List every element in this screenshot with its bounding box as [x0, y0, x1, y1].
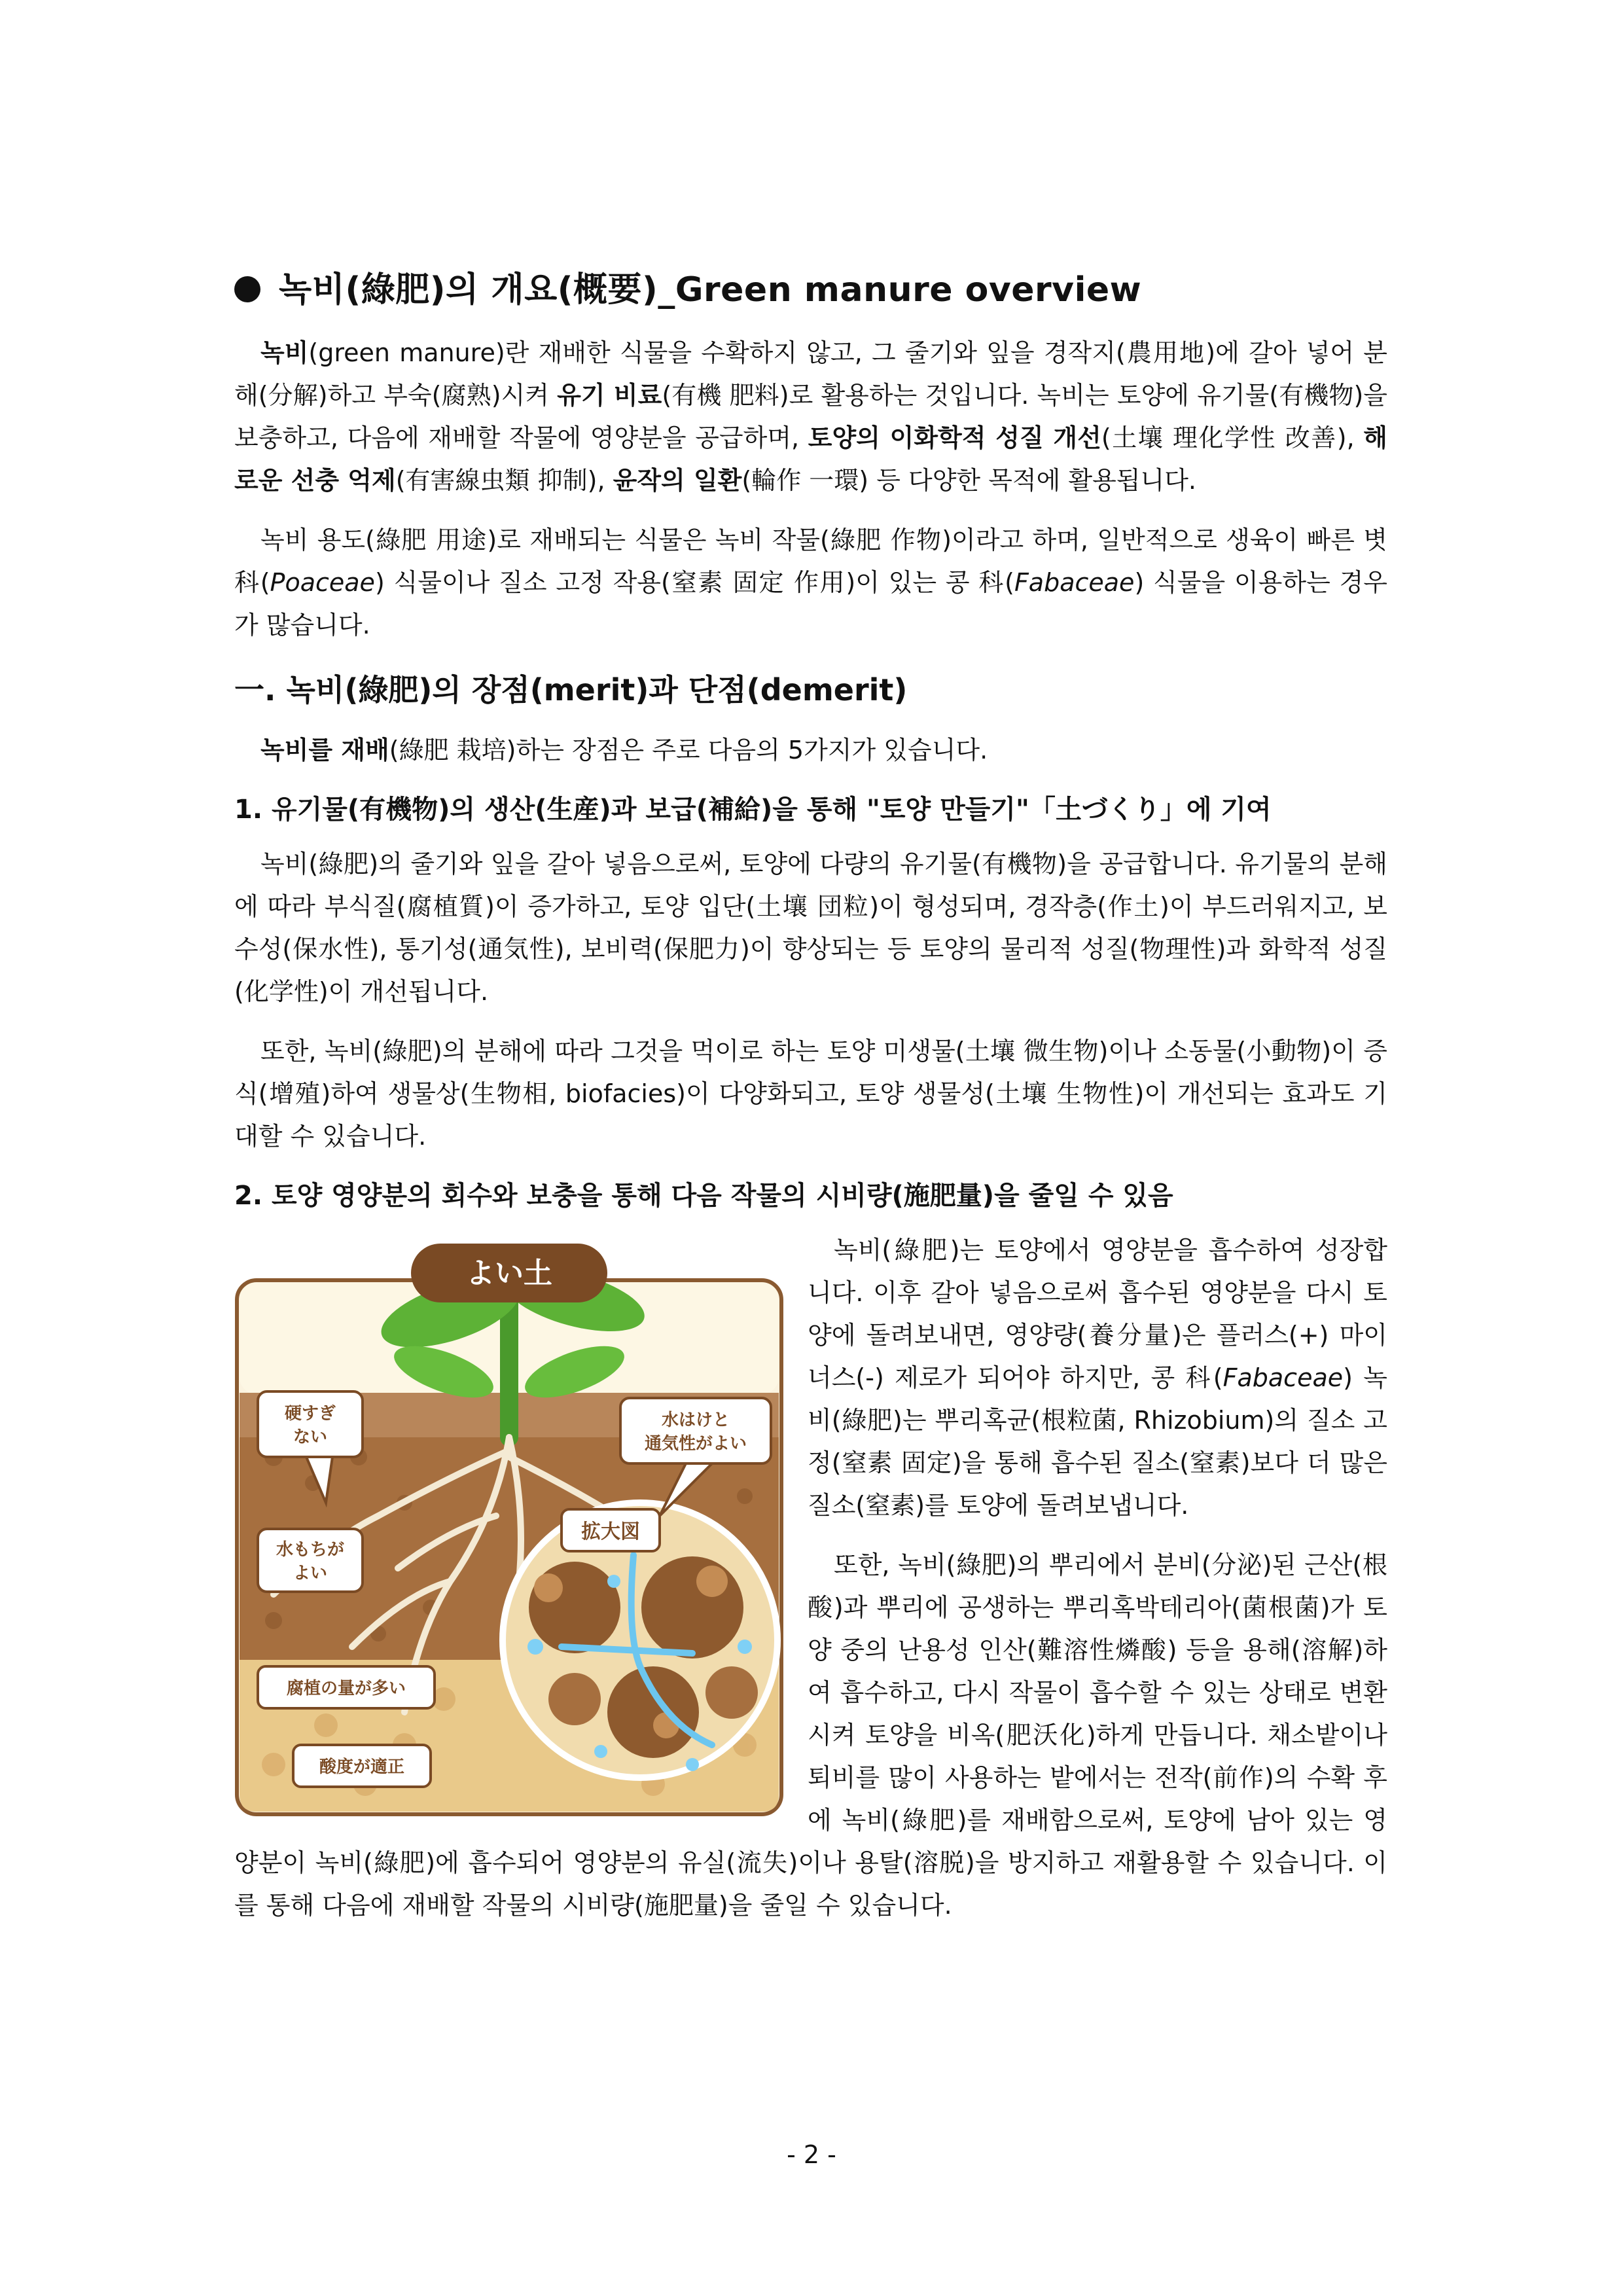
text-run: (有機 肥料)로 활용하는 것입니다. 녹비는 토양에 유기물(有機物)을 보충하고, 다음에 재배할 작물에 영양분을 공급하며, [234, 381, 1387, 452]
text-run: 녹비 용도(綠肥 用途)로 재배되는 식물은 녹비 작물(綠肥 作物)이라고 하며, 일반적으로 생육이 빠른 볏 科( [234, 526, 1387, 597]
text-run: ) 녹비(綠肥)는 뿌리혹균(根粒菌, Rhizobium)의 질소 고정(窒素 固定)을 통해 흡수된 질소(窒素)보다 더 많은 질소(窒素)를 토양에 돌려보냅니다. [808, 1363, 1387, 1520]
label-water-retention [258, 1529, 363, 1592]
item1-heading: 1. 유기물(有機物)의 생산(生産)과 보급(補給)을 통해 "토양 만들기"「土づくり」에 기여 [234, 795, 1272, 825]
item1-paragraph-2: 또한, 녹비(綠肥)의 분해에 따라 그것을 먹이로 하는 토양 미생물(土壤 微生物)이나 소동물(小動物)이 증식(增殖)하여 생물상(生物相, biofacies)이 다양화되고, 토양 생물성(土壤 生物性)이 개선되는 효과도 기대할 수 있습니다. [234, 1037, 1387, 1151]
text-run: ) 식물을 이용하는 경우가 많습니다. [234, 568, 1388, 639]
text-run: 토양의 이화학적 성질 개선 [808, 423, 1101, 452]
label-water-air-line2: 通気性がよい [644, 1434, 747, 1454]
label-water-keep-line2: よい [293, 1564, 328, 1583]
page-title [234, 262, 1387, 311]
label-magnified [562, 1509, 660, 1551]
item1-paragraph-1: 녹비(綠肥)의 줄기와 잎을 갈아 넣음으로써, 토양에 다량의 유기물(有機物)을 공급합니다. 유기물의 분해에 따라 부식질(腐植質)이 증가하고, 토양 입단(土壤 団粒)이 형성되며, 경작층(作土)이 부드러워지고, 보수성(保水性), 통기성(通気性), 보비력(保肥力)이 향상되는 등 토양의 물리적 성질(物理性)과 화학적 성질(化学性)이 개선됩니다. [234, 850, 1387, 1006]
figure-title-text: よい土 [466, 1257, 552, 1290]
text-run: 녹비를 재배 [260, 736, 389, 764]
text-run: Fabaceae [1222, 1363, 1344, 1392]
text-run: ) 식물이나 질소 고정 작용(窒素 固定 作用)이 있는 콩 科( [374, 568, 1014, 597]
label-humus-text: 腐植の量が多い [286, 1679, 406, 1698]
text-run: Fabaceae [1014, 568, 1135, 597]
document-page [234, 262, 1387, 1944]
text-run: 녹비(綠肥)는 토양에서 영양분을 흡수하여 성장합니다. 이후 갈아 넣음으로써 흡수된 영양분을 다시 토양에 돌려보내면, 영양량(養分量)은 플러스(+) 마이너스(-) 제로가 되어야 하지만, 콩 科( [808, 1236, 1387, 1392]
item2-heading: 2. 토양 영양분의 회수와 보충을 통해 다음 작물의 시비량(施肥量)을 줄일 수 있음 [234, 1181, 1173, 1211]
page-number: - 2 - [787, 2140, 836, 2169]
section-intro-paragraph [234, 729, 1387, 772]
label-hard-line2: ない [293, 1427, 328, 1447]
label-zoom-text: 拡大図 [581, 1520, 640, 1543]
label-water-air-line1: 水はけと [661, 1410, 730, 1430]
text-run: (green manure)란 재배한 식물을 수확하지 않고, 그 줄기와 잎을 경작지(農用地)에 갈아 넣어 분해(分解)하고 부숙(腐熟)시켜 [234, 338, 1387, 410]
bullet-icon [234, 276, 260, 302]
text-run: (土壤 理化学性 改善), [1101, 423, 1364, 452]
intro-paragraph-2 [234, 519, 1387, 647]
text-run: (綠肥 栽培)하는 장점은 주로 다음의 5가지가 있습니다. [389, 736, 988, 764]
label-acidity [293, 1745, 431, 1787]
text-run: (有害線虫類 抑制), [395, 466, 613, 495]
soil-illustration [234, 1241, 784, 1817]
section-heading-merits: 一. 녹비(綠肥)의 장점(merit)과 단점(demerit) [234, 672, 908, 708]
item2-paragraph-2: 또한, 녹비(綠肥)의 뿌리에서 분비(分泌)된 근산(根酸)과 뿌리에 공생하는 뿌리혹박테리아(菌根菌)가 토양 중의 난용성 인산(難溶性燐酸) 등을 용해(溶解)하여 흡수하고, 다시 작물이 흡수할 수 있는 상태로 변환시켜 토양을 비옥(肥沃化)하게 만듭니다. 채소밭이나 퇴비를 많이 사용하는 밭에서는 전작(前作)의 수확 후에 녹비(綠肥)를 재배함으로써, 토양에 남아 있는 영양분이 녹비(綠肥)에 흡수되어 영양분의 유실(流失)이나 용탈(溶脱)을 방지하고 재활용할 수 있습니다. 이를 통해 다음에 재배할 작물의 시비량(施肥量)을 줄일 수 있습니다. [234, 1551, 1387, 1920]
page-title-text: 녹비(綠肥)의 개요(概要)_Green manure overview [279, 270, 1142, 310]
text-run: Poaceae [270, 568, 375, 597]
text-run: 해로운 선충 억제 [234, 423, 1387, 495]
label-water-keep-line1: 水もちが [276, 1540, 345, 1560]
label-hard-line1: 硬すぎ [284, 1404, 336, 1424]
label-acidity-text: 酸度が適正 [319, 1757, 405, 1777]
text-run: 유기 비료 [557, 381, 662, 410]
text-run: (輪作 一環) 등 다양한 목적에 활용됩니다. [741, 466, 1197, 495]
text-run: 윤작의 일환 [613, 466, 742, 495]
intro-paragraph-1 [234, 332, 1387, 502]
label-humus [258, 1666, 435, 1708]
text-run: 녹비 [260, 338, 309, 367]
